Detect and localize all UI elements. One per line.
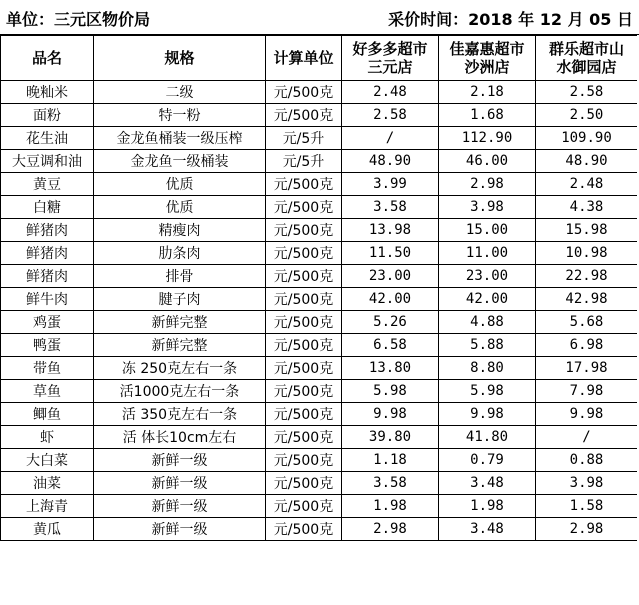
cell-price-store3: 10.98	[536, 242, 638, 265]
survey-date: 采价时间：2018 年 12 月 05 日	[388, 10, 633, 29]
cell-price-store2: 3.98	[439, 196, 536, 219]
col-header-name: 品名	[1, 36, 94, 81]
cell-price-store1: 11.50	[342, 242, 439, 265]
table-row	[1, 242, 638, 265]
table-row	[1, 518, 638, 541]
cell-unit: 元/500克	[266, 81, 342, 104]
cell-unit: 元/500克	[266, 403, 342, 426]
cell-price-store1: /	[342, 127, 439, 150]
cell-spec: 新鲜一级	[94, 495, 266, 518]
cell-item-name: 草鱼	[1, 380, 94, 403]
cell-price-store3: 15.98	[536, 219, 638, 242]
cell-price-store1: 5.26	[342, 311, 439, 334]
cell-item-name: 鲜猪肉	[1, 242, 94, 265]
cell-price-store3: 3.98	[536, 472, 638, 495]
cell-price-store3: 7.98	[536, 380, 638, 403]
table-row	[1, 196, 638, 219]
cell-item-name: 花生油	[1, 127, 94, 150]
cell-price-store2: 1.98	[439, 495, 536, 518]
col-header-unit: 计算单位	[266, 36, 342, 81]
cell-price-store2: 1.68	[439, 104, 536, 127]
cell-price-store1: 3.58	[342, 472, 439, 495]
cell-price-store3: 2.48	[536, 173, 638, 196]
cell-spec: 新鲜完整	[94, 334, 266, 357]
title-row	[0, 0, 639, 35]
cell-unit: 元/500克	[266, 518, 342, 541]
cell-price-store2: 0.79	[439, 449, 536, 472]
cell-price-store3: 109.90	[536, 127, 638, 150]
cell-spec: 优质	[94, 173, 266, 196]
cell-price-store3: 5.68	[536, 311, 638, 334]
cell-unit: 元/500克	[266, 219, 342, 242]
cell-item-name: 大豆调和油	[1, 150, 94, 173]
cell-item-name: 晚籼米	[1, 81, 94, 104]
table-row	[1, 426, 638, 449]
cell-item-name: 鸭蛋	[1, 334, 94, 357]
cell-item-name: 白糖	[1, 196, 94, 219]
cell-price-store1: 9.98	[342, 403, 439, 426]
cell-item-name: 鲜猪肉	[1, 265, 94, 288]
table-row	[1, 403, 638, 426]
cell-spec: 二级	[94, 81, 266, 104]
table-row	[1, 472, 638, 495]
price-table	[0, 35, 638, 541]
cell-spec: 新鲜一级	[94, 449, 266, 472]
cell-price-store3: 0.88	[536, 449, 638, 472]
cell-price-store2: 3.48	[439, 518, 536, 541]
cell-unit: 元/500克	[266, 173, 342, 196]
cell-price-store3: /	[536, 426, 638, 449]
cell-price-store1: 42.00	[342, 288, 439, 311]
cell-price-store3: 2.58	[536, 81, 638, 104]
store2-label: 佳嘉惠超市沙洲店	[449, 40, 525, 76]
cell-price-store1: 13.98	[342, 219, 439, 242]
cell-spec: 新鲜一级	[94, 518, 266, 541]
col-header-store-jiajiahui	[439, 36, 536, 81]
cell-price-store1: 1.18	[342, 449, 439, 472]
cell-spec: 活1000克左右一条	[94, 380, 266, 403]
cell-price-store2: 2.98	[439, 173, 536, 196]
cell-price-store3: 42.98	[536, 288, 638, 311]
cell-unit: 元/500克	[266, 472, 342, 495]
cell-price-store2: 4.88	[439, 311, 536, 334]
cell-price-store2: 42.00	[439, 288, 536, 311]
table-row	[1, 127, 638, 150]
cell-price-store2: 23.00	[439, 265, 536, 288]
cell-spec: 金龙鱼桶装一级压榨	[94, 127, 266, 150]
cell-unit: 元/5升	[266, 127, 342, 150]
table-row	[1, 357, 638, 380]
cell-spec: 腱子肉	[94, 288, 266, 311]
cell-item-name: 鸡蛋	[1, 311, 94, 334]
cell-price-store2: 8.80	[439, 357, 536, 380]
cell-price-store1: 1.98	[342, 495, 439, 518]
cell-unit: 元/500克	[266, 311, 342, 334]
cell-price-store2: 41.80	[439, 426, 536, 449]
cell-spec: 活 体长10cm左右	[94, 426, 266, 449]
issuer-label: 单位：三元区物价局	[6, 10, 151, 29]
cell-item-name: 大白菜	[1, 449, 94, 472]
table-row	[1, 495, 638, 518]
cell-price-store1: 3.99	[342, 173, 439, 196]
cell-unit: 元/5升	[266, 150, 342, 173]
cell-price-store2: 5.98	[439, 380, 536, 403]
cell-price-store3: 48.90	[536, 150, 638, 173]
cell-price-store2: 9.98	[439, 403, 536, 426]
store1-label: 好多多超市三元店	[352, 40, 428, 76]
table-row	[1, 219, 638, 242]
cell-spec: 精瘦肉	[94, 219, 266, 242]
cell-price-store3: 1.58	[536, 495, 638, 518]
cell-unit: 元/500克	[266, 265, 342, 288]
cell-spec: 活 350克左右一条	[94, 403, 266, 426]
col-header-spec: 规格	[94, 36, 266, 81]
cell-spec: 特一粉	[94, 104, 266, 127]
cell-item-name: 带鱼	[1, 357, 94, 380]
cell-spec: 优质	[94, 196, 266, 219]
cell-item-name: 黄豆	[1, 173, 94, 196]
table-row	[1, 104, 638, 127]
table-row	[1, 150, 638, 173]
cell-unit: 元/500克	[266, 334, 342, 357]
cell-price-store1: 48.90	[342, 150, 439, 173]
cell-price-store2: 46.00	[439, 150, 536, 173]
cell-unit: 元/500克	[266, 196, 342, 219]
cell-price-store1: 13.80	[342, 357, 439, 380]
cell-price-store1: 23.00	[342, 265, 439, 288]
cell-price-store3: 6.98	[536, 334, 638, 357]
col-header-store-qunle	[536, 36, 638, 81]
cell-item-name: 鲜猪肉	[1, 219, 94, 242]
table-row	[1, 311, 638, 334]
cell-unit: 元/500克	[266, 288, 342, 311]
cell-unit: 元/500克	[266, 380, 342, 403]
cell-price-store1: 39.80	[342, 426, 439, 449]
cell-unit: 元/500克	[266, 426, 342, 449]
table-row	[1, 173, 638, 196]
cell-price-store1: 3.58	[342, 196, 439, 219]
cell-price-store3: 4.38	[536, 196, 638, 219]
cell-item-name: 鲜牛肉	[1, 288, 94, 311]
cell-item-name: 黄瓜	[1, 518, 94, 541]
table-row	[1, 380, 638, 403]
cell-price-store2: 3.48	[439, 472, 536, 495]
cell-item-name: 上海青	[1, 495, 94, 518]
table-row	[1, 81, 638, 104]
table-row	[1, 334, 638, 357]
cell-item-name: 油菜	[1, 472, 94, 495]
cell-spec: 排骨	[94, 265, 266, 288]
cell-price-store1: 6.58	[342, 334, 439, 357]
cell-price-store2: 15.00	[439, 219, 536, 242]
cell-price-store2: 2.18	[439, 81, 536, 104]
cell-price-store3: 2.98	[536, 518, 638, 541]
table-body	[1, 81, 638, 541]
cell-unit: 元/500克	[266, 495, 342, 518]
store3-label: 群乐超市山水御园店	[549, 40, 625, 76]
cell-price-store2: 112.90	[439, 127, 536, 150]
cell-unit: 元/500克	[266, 104, 342, 127]
table-row	[1, 288, 638, 311]
cell-price-store2: 11.00	[439, 242, 536, 265]
cell-price-store2: 5.88	[439, 334, 536, 357]
cell-price-store3: 22.98	[536, 265, 638, 288]
cell-item-name: 面粉	[1, 104, 94, 127]
cell-spec: 肋条肉	[94, 242, 266, 265]
cell-unit: 元/500克	[266, 357, 342, 380]
cell-price-store3: 17.98	[536, 357, 638, 380]
cell-price-store3: 2.50	[536, 104, 638, 127]
cell-price-store1: 2.58	[342, 104, 439, 127]
cell-price-store3: 9.98	[536, 403, 638, 426]
table-header-row	[1, 36, 638, 81]
table-row	[1, 265, 638, 288]
cell-price-store1: 2.48	[342, 81, 439, 104]
col-header-store-haoduoduo	[342, 36, 439, 81]
cell-price-store1: 2.98	[342, 518, 439, 541]
cell-spec: 新鲜一级	[94, 472, 266, 495]
cell-price-store1: 5.98	[342, 380, 439, 403]
table-row	[1, 449, 638, 472]
cell-unit: 元/500克	[266, 242, 342, 265]
cell-spec: 冻 250克左右一条	[94, 357, 266, 380]
cell-unit: 元/500克	[266, 449, 342, 472]
cell-spec: 金龙鱼一级桶装	[94, 150, 266, 173]
cell-item-name: 鲫鱼	[1, 403, 94, 426]
cell-spec: 新鲜完整	[94, 311, 266, 334]
cell-item-name: 虾	[1, 426, 94, 449]
